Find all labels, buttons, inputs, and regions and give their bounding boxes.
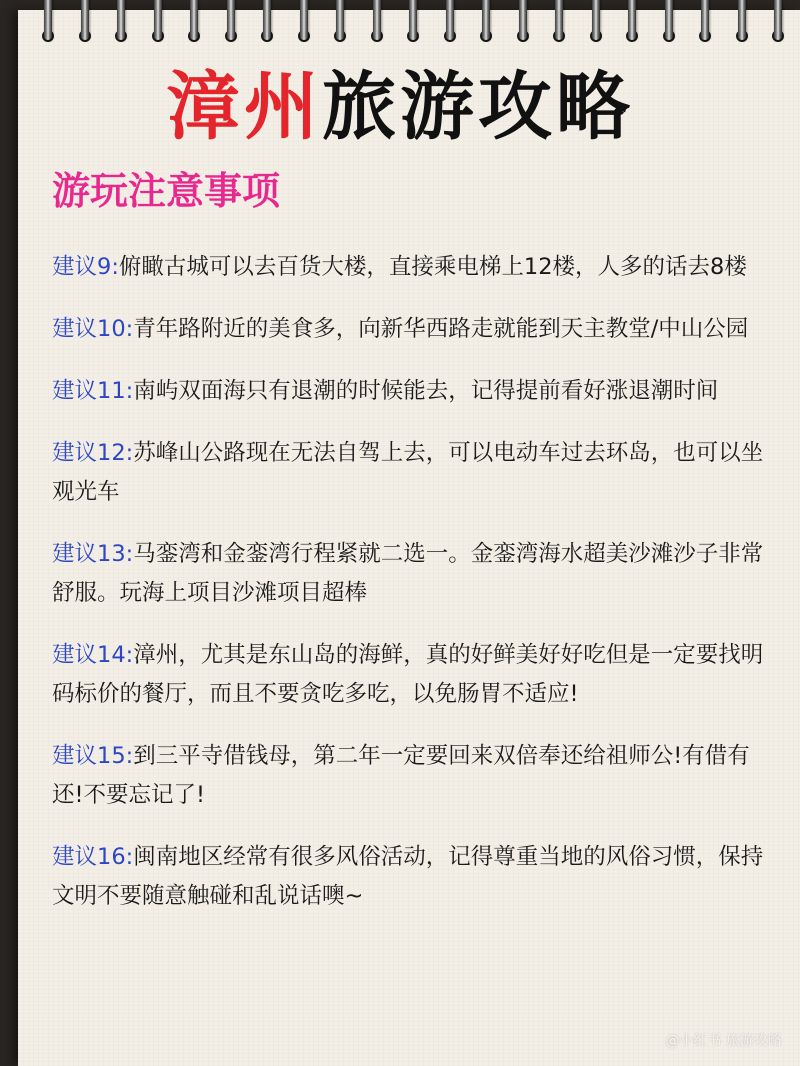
tip-text: 到三平寺借钱母，第二年一定要回来双倍奉还给祖师公!有借有还!不要忘记了! bbox=[52, 743, 750, 808]
tip-item-11 bbox=[52, 372, 772, 411]
tip-text: 闽南地区经常有很多风俗活动，记得尊重当地的风俗习惯，保持文明不要随意触碰和乱说话噢~ bbox=[52, 844, 764, 909]
binding-wire bbox=[555, 0, 563, 40]
tip-label: 建议9: bbox=[52, 254, 119, 280]
binding-wire bbox=[81, 0, 89, 40]
tip-label: 建议11: bbox=[52, 378, 134, 404]
tip-label: 建议16: bbox=[52, 844, 134, 870]
tip-label: 建议14: bbox=[52, 642, 134, 668]
binding-ring bbox=[186, 0, 202, 46]
binding-wire bbox=[519, 0, 527, 40]
tip-text: 苏峰山公路现在无法自驾上去，可以电动车过去环岛，也可以坐观光车 bbox=[52, 440, 764, 505]
binding-wire bbox=[300, 0, 308, 40]
tip-text: 漳州，尤其是东山岛的海鲜，真的好鲜美好好吃但是一定要找明码标价的餐厅，而且不要贪吃多吃，以免肠胃不适应! bbox=[52, 642, 764, 707]
binding-wire bbox=[774, 0, 782, 40]
binding-wire bbox=[227, 0, 235, 40]
binding-wire bbox=[190, 0, 198, 40]
binding-wire bbox=[665, 0, 673, 40]
binding-ring bbox=[515, 0, 531, 46]
binding-ring bbox=[442, 0, 458, 46]
binding-ring bbox=[770, 0, 786, 46]
tip-item-16 bbox=[52, 838, 772, 916]
tip-label: 建议10: bbox=[52, 316, 134, 342]
binding-ring bbox=[734, 0, 750, 46]
binding-ring bbox=[369, 0, 385, 46]
tip-item-13 bbox=[52, 535, 772, 613]
tip-item-10 bbox=[52, 310, 772, 349]
binding-wire bbox=[446, 0, 454, 40]
watermark: @小红书 旅游攻略 bbox=[665, 1033, 782, 1049]
tip-label: 建议12: bbox=[52, 440, 134, 466]
binding-ring bbox=[150, 0, 166, 46]
binding-ring bbox=[405, 0, 421, 46]
tip-label: 建议13: bbox=[52, 541, 134, 567]
binding-wire bbox=[117, 0, 125, 40]
binding-wire bbox=[409, 0, 417, 40]
binding-wire bbox=[701, 0, 709, 40]
binding-ring bbox=[296, 0, 312, 46]
binding-wire bbox=[336, 0, 344, 40]
page-title bbox=[0, 62, 800, 152]
binding-ring bbox=[223, 0, 239, 46]
tip-item-14 bbox=[52, 636, 772, 714]
tip-item-12 bbox=[52, 434, 772, 512]
tips-list bbox=[52, 248, 772, 939]
binding-wire bbox=[154, 0, 162, 40]
title-highlight: 漳州 bbox=[166, 64, 322, 150]
binding-ring bbox=[77, 0, 93, 46]
binding-ring bbox=[259, 0, 275, 46]
section-subtitle: 游玩注意事项 bbox=[52, 169, 281, 213]
binding-ring bbox=[113, 0, 129, 46]
binding-wire bbox=[373, 0, 381, 40]
binding-ring bbox=[332, 0, 348, 46]
binding-wire bbox=[738, 0, 746, 40]
title-main: 旅游攻略 bbox=[322, 64, 634, 150]
tip-item-9 bbox=[52, 248, 772, 287]
tip-label: 建议15: bbox=[52, 743, 134, 769]
tip-text: 南屿双面海只有退潮的时候能去，记得提前看好涨退潮时间 bbox=[133, 378, 719, 404]
binding-ring bbox=[40, 0, 56, 46]
tip-text: 青年路附近的美食多，向新华西路走就能到天主教堂/中山公园 bbox=[133, 316, 749, 342]
tip-item-15 bbox=[52, 737, 772, 815]
binding-wire bbox=[628, 0, 636, 40]
binding-ring bbox=[661, 0, 677, 46]
binding-wire bbox=[263, 0, 271, 40]
binding-ring bbox=[588, 0, 604, 46]
binding-ring bbox=[478, 0, 494, 46]
binding-ring bbox=[697, 0, 713, 46]
binding-ring bbox=[551, 0, 567, 46]
binding-wire bbox=[482, 0, 490, 40]
binding-wire bbox=[44, 0, 52, 40]
tip-text: 俯瞰古城可以去百货大楼，直接乘电梯上12楼，人多的话去8楼 bbox=[118, 254, 747, 280]
spiral-binding bbox=[30, 0, 800, 60]
binding-ring bbox=[624, 0, 640, 46]
tip-text: 马銮湾和金銮湾行程紧就二选一。金銮湾海水超美沙滩沙子非常舒服。玩海上项目沙滩项目超棒 bbox=[52, 541, 764, 606]
binding-wire bbox=[592, 0, 600, 40]
